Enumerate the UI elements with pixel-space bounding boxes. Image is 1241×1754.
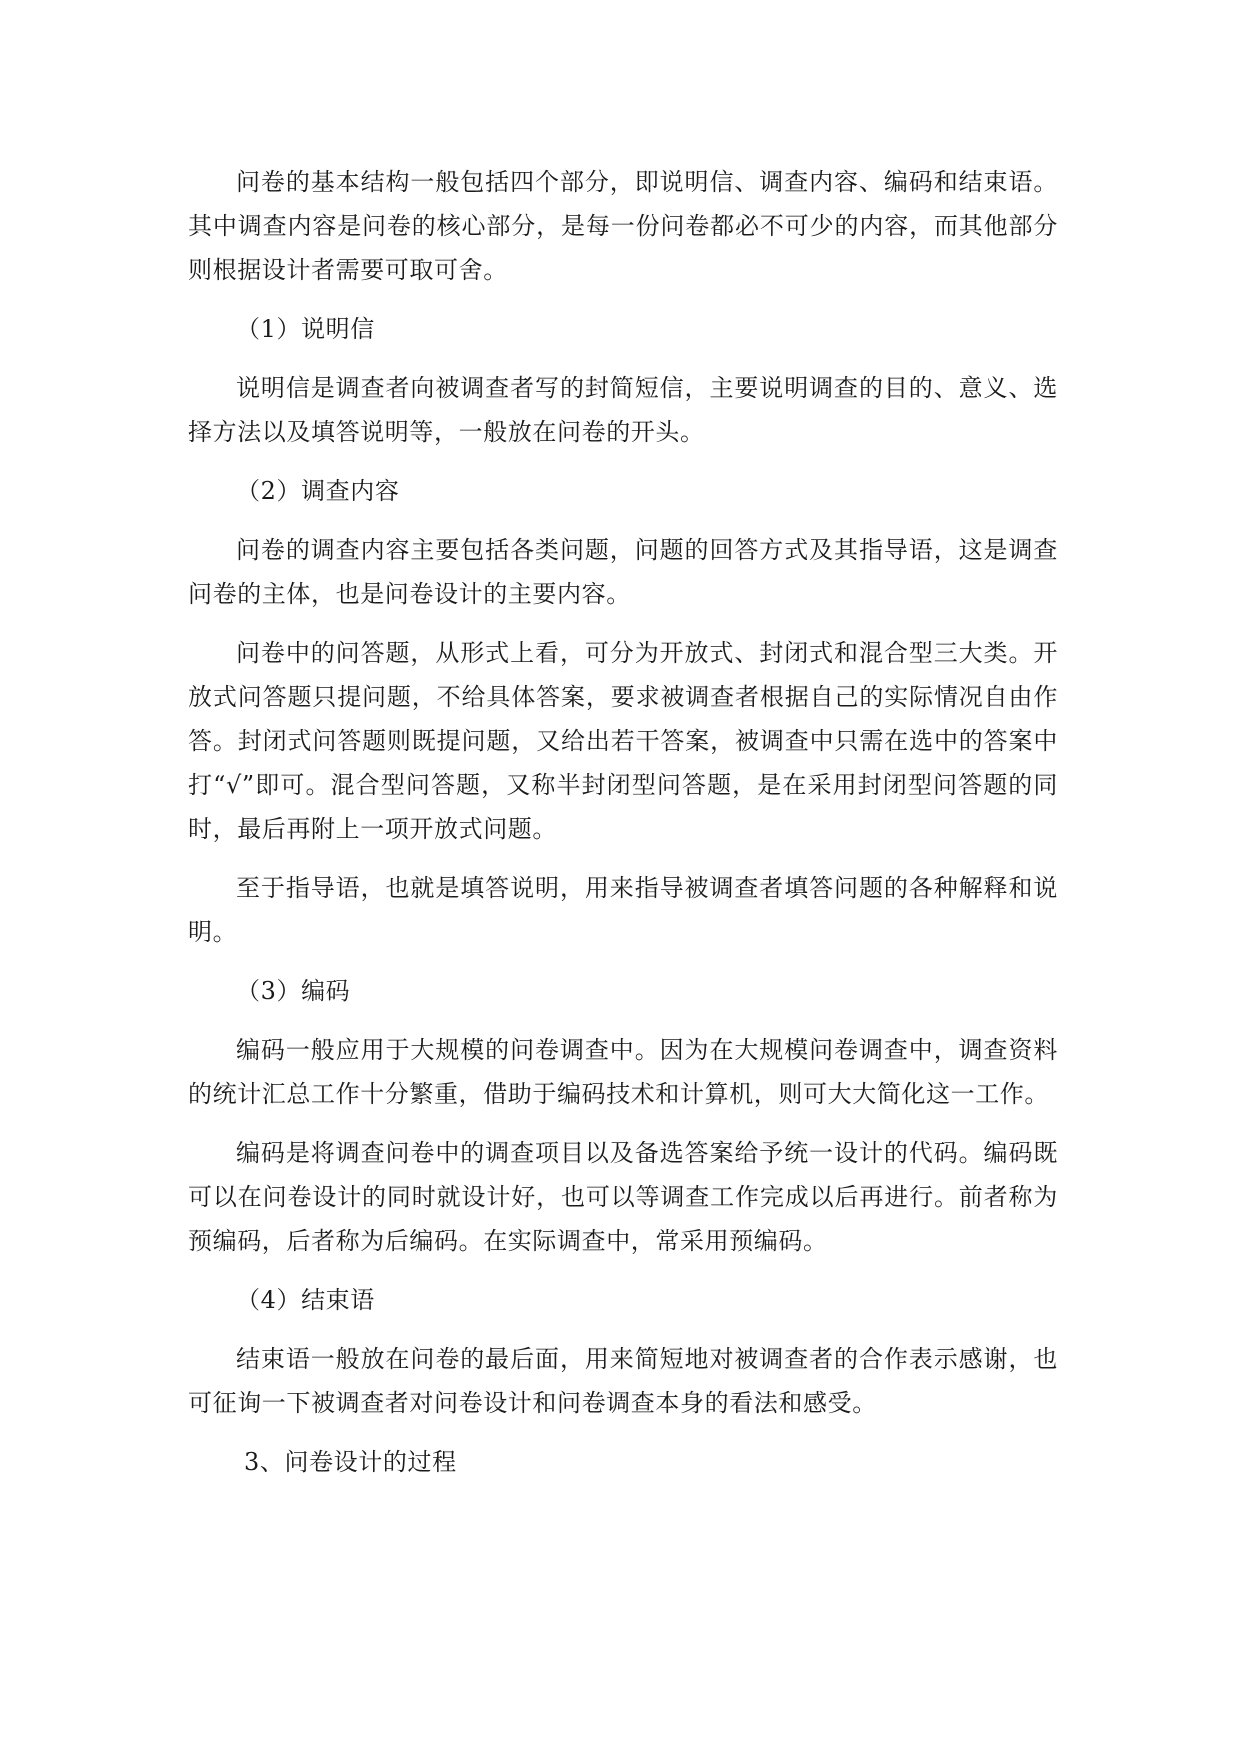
document-page bbox=[188, 160, 1058, 1499]
heading-closing-remarks: （4）结束语 bbox=[236, 1286, 375, 1314]
paragraph-coding-usage: 编码一般应用于大规模的问卷调查中。因为在大规模问卷调查中，调查资料的统计汇总工作十分繁重，借助于编码技术和计算机，则可大大简化这一工作。 bbox=[188, 1036, 1058, 1108]
section-heading-design-process: 3、问卷设计的过程 bbox=[244, 1448, 457, 1476]
heading-survey-content: （2）调查内容 bbox=[236, 477, 400, 505]
paragraph-questionnaire-structure: 问卷的基本结构一般包括四个部分，即说明信、调查内容、编码和结束语。其中调查内容是问卷的核心部分，是每一份问卷都必不可少的内容，而其他部分则根据设计者需要可取可舍。 bbox=[188, 168, 1058, 284]
paragraph-survey-content: 问卷的调查内容主要包括各类问题，问题的回答方式及其指导语，这是调查问卷的主体，也是问卷设计的主要内容。 bbox=[188, 536, 1058, 608]
paragraph-coding-definition: 编码是将调查问卷中的调查项目以及备选答案给予统一设计的代码。编码既可以在问卷设计的同时就设计好，也可以等调查工作完成以后再进行。前者称为预编码，后者称为后编码。在实际调查中，常采用预编码。 bbox=[188, 1139, 1058, 1255]
paragraph-explanation-letter: 说明信是调查者向被调查者写的封简短信，主要说明调查的目的、意义、选择方法以及填答说明等，一般放在问卷的开头。 bbox=[188, 374, 1058, 446]
paragraph-question-types: 问卷中的问答题，从形式上看，可分为开放式、封闭式和混合型三大类。开放式问答题只提问题，不给具体答案，要求被调查者根据自己的实际情况自由作答。封闭式问答题则既提问题，又给出若干答案，被调查中只需在选中的答案中打“√”即可。混合型问答题，又称半封闭型问答题，是在采用封闭型问答题的同时，最后再附上一项开放式问题。 bbox=[188, 639, 1058, 843]
heading-coding: （3）编码 bbox=[236, 977, 351, 1005]
paragraph-instructions: 至于指导语，也就是填答说明，用来指导被调查者填答问题的各种解释和说明。 bbox=[188, 874, 1058, 946]
heading-explanation-letter: （1）说明信 bbox=[236, 315, 375, 343]
paragraph-closing-remarks: 结束语一般放在问卷的最后面，用来简短地对被调查者的合作表示感谢，也可征询一下被调查者对问卷设计和问卷调查本身的看法和感受。 bbox=[188, 1345, 1058, 1417]
